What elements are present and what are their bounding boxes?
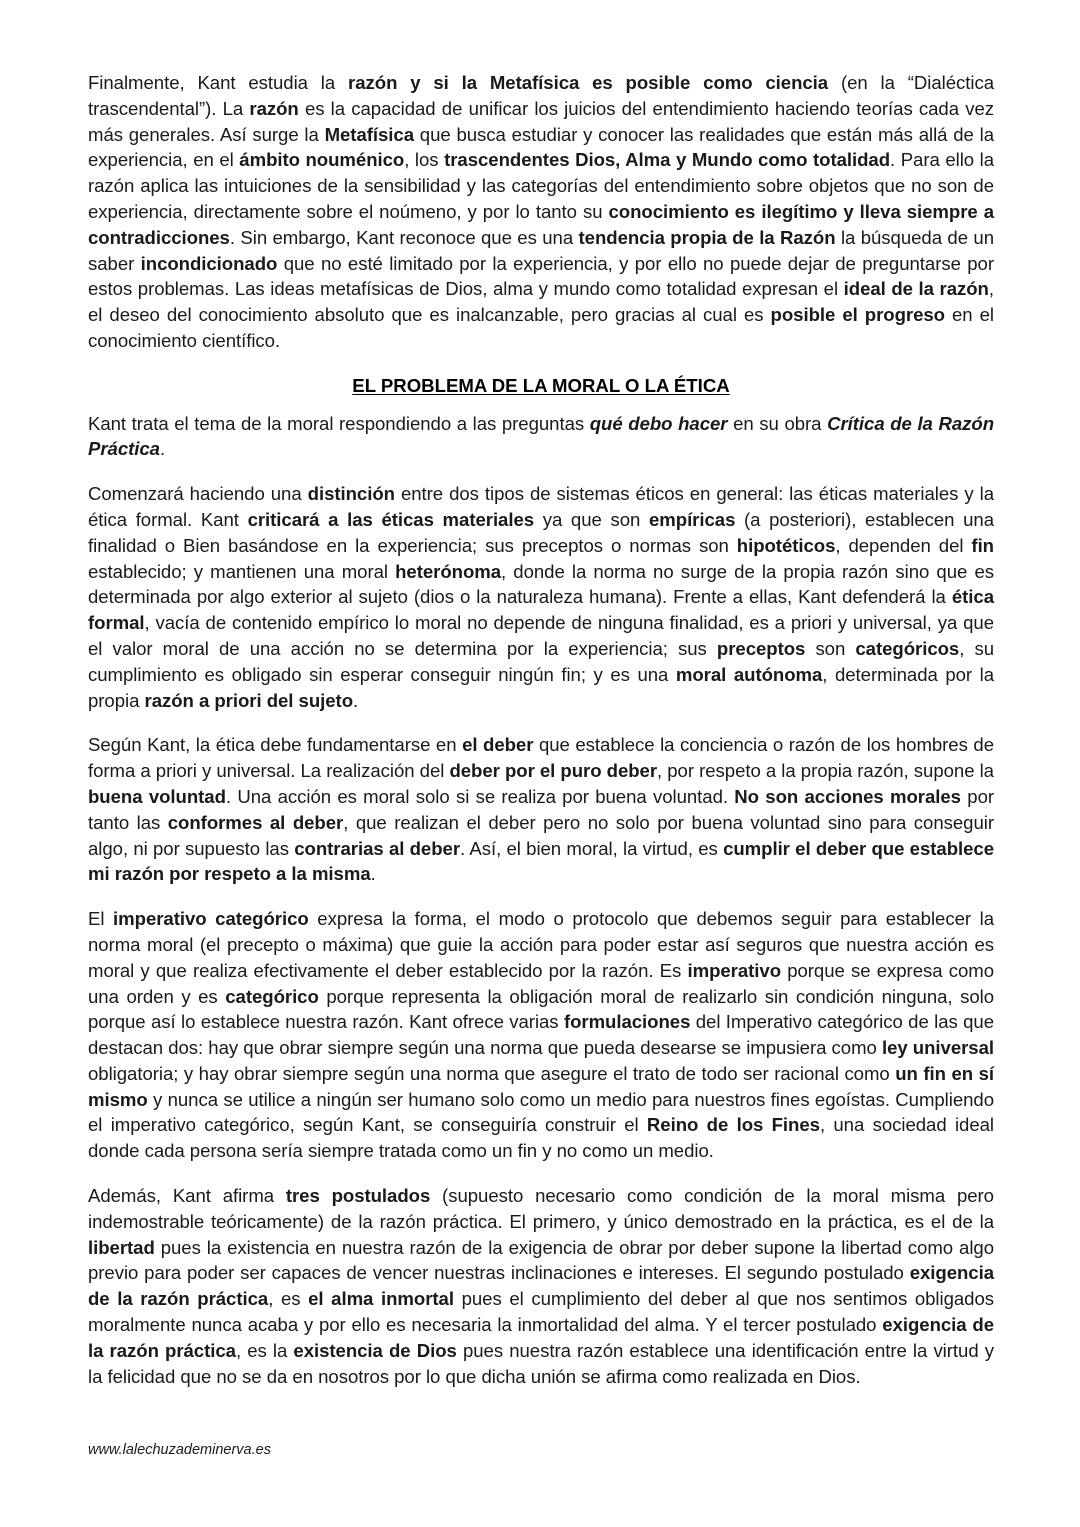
- paragraph-imperativo-categorico: El imperativo categórico expresa la forma, el modo o protocolo que debemos seguir para establecer la norma moral (el precepto o máxima) que guie la acción para poder estar así seguros que nuestra acción es moral y que realiza efectivamente el deber establecido por la razón. Es imperativo porque se expresa como una orden y es categórico porque representa la obligación moral de realizarlo sin condición ninguna, solo porque así lo establece nuestra razón. Kant ofrece varias formulaciones del Imperativo categórico de las que destacan dos: hay que obrar siempre según una norma que pueda desearse se impusiera como ley universal obligatoria; y hay obrar siempre según una norma que asegure el trato de todo ser racional como un fin en sí mismo y nunca se utilice a ningún ser humano solo como un medio para nuestros fines egoístas. Cumpliendo el imperativo categórico, según Kant, se conseguiría construir el Reino de los Fines, una sociedad ideal donde cada persona sería siempre tratada como un fin y no como un medio.: [88, 908, 994, 1162]
- paragraph-tres-postulados: Además, Kant afirma tres postulados (supuesto necesario como condición de la moral misma pero indemostrable teóricamente) de la razón práctica. El primero, y único demostrado en la práctica, es el de la libertad pues la existencia en nuestra razón de la exigencia de obrar por deber supone la libertad como algo previo para poder ser capaces de vencer nuestras inclinaciones e intereses. El segundo postulado exigencia de la razón práctica, es el alma inmortal pues el cumplimiento del deber al que nos sentimos obligados moralmente nunca acaba y por ello es necesaria la inmortalidad del alma. Y el tercer postulado exigencia de la razón práctica, es la existencia de Dios pues nuestra razón establece una identificación entre la virtud y la felicidad que no se da en nosotros por lo que dicha unión se afirma como realizada en Dios.: [88, 1185, 994, 1387]
- paragraph-eticas-materiales-formal: Comenzará haciendo una distinción entre dos tipos de sistemas éticos en general: las éticas materiales y la ética formal. Kant criticará a las éticas materiales ya que son empíricas (a posteriori), establecen una finalidad o Bien basándose en la experiencia; sus preceptos o normas son hipotéticos, dependen del fin establecido; y mantienen una moral heterónoma, donde la norma no surge de la propia razón sino que es determinada por algo exterior al sujeto (dios o la naturaleza humana). Frente a ellas, Kant defenderá la ética formal, vacía de contenido empírico lo moral no depende de ninguna finalidad, es a priori y universal, ya que el valor moral de una acción no se determina por la experiencia; sus preceptos son categóricos, su cumplimiento es obligado sin esperar conseguir ningún fin; y es una moral autónoma, determinada por la propia razón a priori del sujeto.: [88, 483, 995, 711]
- document-content: [88, 70, 994, 1389]
- section-heading-problema-moral: EL PROBLEMA DE LA MORAL O LA ÉTICA: [352, 374, 730, 396]
- paragraph-el-deber: Según Kant, la ética debe fundamentarse en el deber que establece la conciencia o razón de los hombres de forma a priori y universal. La realización del deber por el puro deber, por respeto a la propia razón, supone la buena voluntad. Una acción es moral solo si se realiza por buena voluntad. No son acciones morales por tanto las conformes al deber, que realizan el deber pero no solo por buena voluntad sino para conseguir algo, ni por supuesto las contrarias al deber. Así, el bien moral, la virtud, es cumplir el deber que establece mi razón por respeto a la misma.: [88, 734, 995, 885]
- footer-website: www.lalechuzademinerva.es: [88, 1442, 271, 1458]
- paragraph-que-debo-hacer: Kant trata el tema de la moral respondiendo a las preguntas qué debo hacer en su obra Crítica de la Razón Práctica.: [88, 412, 994, 460]
- paragraph-metafisica-razon: Finalmente, Kant estudia la razón y si la Metafísica es posible como ciencia (en la “Dialéctica trascendental”). La razón es la capacidad de unificar los juicios del entendimiento haciendo teorías cada vez más generales. Así surge la Metafísica que busca estudiar y conocer las realidades que están más allá de la experiencia, en el ámbito nouménico, los trascendentes Dios, Alma y Mundo como totalidad. Para ello la razón aplica las intuiciones de la sensibilidad y las categorías del entendimiento sobre objetos que no son de experiencia, directamente sobre el noúmeno, y por lo tanto su conocimiento es ilegítimo y lleva siempre a contradicciones. Sin embargo, Kant reconoce que es una tendencia propia de la Razón la búsqueda de un saber incondicionado que no esté limitado por la experiencia, y por ello no puede dejar de preguntarse por estos problemas. Las ideas metafísicas de Dios, alma y mundo como totalidad expresan el ideal de la razón, el deseo del conocimiento absoluto que es inalcanzable, pero gracias al cual es posible el progreso en el conocimiento científico.: [88, 72, 995, 351]
